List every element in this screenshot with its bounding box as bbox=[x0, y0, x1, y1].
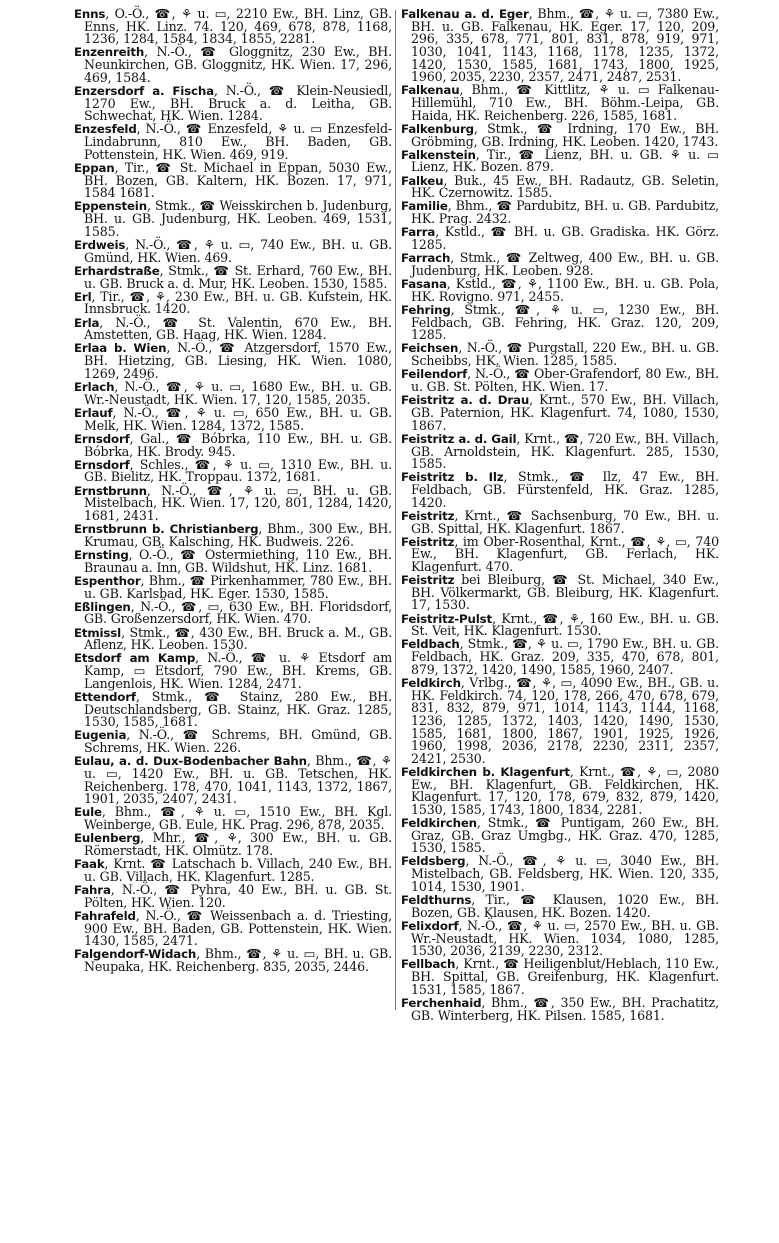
entry-details: , Krnt., ☎, 720 Ew., BH. Villach, GB. Arnoldstein, HK. Klagenfurt. 285, 1530, 1585. bbox=[411, 430, 719, 472]
entry-details: bei Bleiburg, ☎ St. Michael, 340 Ew., BH. Völkermarkt, GB. Bleiburg, HK. Klagenfurt. 17, 1530. bbox=[411, 572, 719, 613]
directory-entry bbox=[401, 8, 719, 84]
entry-place-name: Ferchenhaid bbox=[401, 995, 482, 1010]
entry-details: , Stmk., ☎, ⚘ u. ▭, 1230 Ew., BH. Feldbach, GB. Fehring, HK. Graz. 120, 209, 1285. bbox=[411, 301, 719, 343]
entry-place-name: Feldbach bbox=[401, 637, 460, 652]
entry-place-name: Enzenreith bbox=[74, 45, 145, 60]
directory-entry bbox=[74, 755, 392, 806]
entry-place-name: Falkeu bbox=[401, 173, 444, 188]
entry-details: , N.-Ö., ☎ Pyhra, 40 Ew., BH. u. GB. St. Pölten, HK. Wien. 120. bbox=[84, 882, 392, 910]
entry-place-name: Falkenburg bbox=[401, 121, 474, 136]
entry-place-name: Falkenau a. d. Eger bbox=[401, 7, 529, 21]
entry-details: , N.-Ö., ☎ St. Valentin, 670 Ew., BH. Amstetten, GB. Haag, HK. Wien. 1284. bbox=[84, 314, 392, 343]
entry-details: , Gal., ☎ Bóbrka, 110 Ew., BH. u. GB. Bóbrka, HK. Brody. 945. bbox=[84, 430, 392, 459]
entry-details: , Krnt., ☎, ⚘, ▭, 2080 Ew., BH. Klagenfurt, GB. Feldkirchen, HK. Klagenfurt. 17, 120, 178, 679, 832, 879, 1420, 1530, 1585, 1743, 1800, 1834, 2281. bbox=[411, 763, 719, 817]
entry-details: , N.-Ö., ☎ u. ⚘ Etsdorf am Kamp, ▭ Etsdorf, 790 Ew., BH. Krems, GB. Langenlois, HK. Wien. 1284, 2471. bbox=[84, 650, 392, 691]
entry-details: , Bhm., ☎, ⚘ u. ▭, 1420 Ew., BH. u. GB. Tetschen, HK. Reichenberg. 178, 470, 1041, 1143, 1372, 1867, 1901, 2035, 2407, 2431. bbox=[84, 753, 392, 807]
entry-details: , Buk., 45 Ew., BH. Radautz, GB. Seletin, HK. Czernowitz. 1585. bbox=[411, 172, 719, 201]
entry-details: , Bhm., 300 Ew., BH. Krumau, GB. Kalsching, HK. Budweis. 226. bbox=[84, 521, 393, 549]
directory-entry bbox=[74, 342, 392, 380]
entry-details: , Tir., ☎ St. Michael in Eppan, 5030 Ew., BH. Bozen, GB. Kaltern, HK. Bozen. 17, 971, 1584 1681. bbox=[84, 159, 392, 201]
directory-entry bbox=[401, 958, 719, 996]
entry-place-name: Eugenia bbox=[74, 728, 127, 743]
entry-place-name: Fehring bbox=[401, 302, 451, 317]
entry-details: , Tir., ☎ Lienz, BH. u. GB. ⚘ u. ▭ Lienz, HK. Bozen. 879. bbox=[411, 146, 719, 175]
entry-details: , Tir., ☎, ⚘, 230 Ew., BH. u. GB. Kufstein, HK. Innsbruck. 1420. bbox=[84, 288, 392, 317]
directory-entry bbox=[74, 378, 392, 407]
entry-place-name: Ernsdorf bbox=[74, 431, 130, 446]
entry-details: , N.-Ö., ☎ Ober-Grafendorf, 80 Ew., BH. u. GB. St. Pölten, HK. Wien. 17. bbox=[411, 366, 719, 395]
entry-place-name: Ernstbrunn bbox=[74, 483, 147, 498]
entry-details: , N.-Ö., ☎ Gloggnitz, 230 Ew., BH. Neunkirchen, GB. Gloggnitz, HK. Wien. 17, 296, 469, 1584. bbox=[84, 44, 392, 85]
entry-details: , Stmk., ☎ St. Erhard, 760 Ew., BH. u. GB. Bruck a. d. Mur, HK. Leoben. 1530, 1585. bbox=[84, 262, 392, 291]
directory-entry bbox=[401, 855, 719, 893]
right-column bbox=[401, 8, 719, 1023]
entry-details: , Stmk., ☎ Stainz, 280 Ew., BH. Deutschlandsberg, GB. Stainz, HK. Graz. 1285, 1530, 1585, 1681. bbox=[84, 688, 392, 730]
entry-place-name: Felixdorf bbox=[401, 918, 459, 933]
directory-entry bbox=[401, 533, 719, 574]
entry-details: , Stmk., ☎, 430 Ew., BH. Bruck a. M., GB. Aflenz, HK. Leoben. 1530. bbox=[84, 624, 392, 653]
entry-place-name: Enzersdorf a. Fischa bbox=[74, 83, 214, 98]
directory-entry bbox=[401, 674, 719, 766]
entry-details: , Bhm., ☎, ⚘ u. ▭, 7380 Ew., BH. u. GB. Falkenau, HK. Eger. 17, 120, 209, 296, 335, 678, 771, 801, 831, 878, 919, 971, 1030, 1041, 1143, 1168, 1178, 1235, 1372, 1420, 1530, 1585, 1681, 1743, 1800, 1925, 1960, 2035, 2230, 2357, 2471, 2487, 2531. bbox=[411, 6, 719, 85]
directory-entry bbox=[401, 638, 719, 676]
entry-place-name: Eulau, a. d. Dux-Bodenbacher Bahn bbox=[74, 754, 307, 769]
entry-place-name: Etmissl bbox=[74, 625, 122, 640]
entry-details: , N.-Ö., ☎, ⚘ u. ▭, 1680 Ew., BH. u. GB. Wr.-Neustadt, HK. Wien. 17, 120, 1585, 2035. bbox=[84, 378, 392, 407]
directory-entry bbox=[74, 729, 392, 754]
entry-details: , N.-Ö., ☎, ⚘ u. ▭, 740 Ew., BH. u. GB. Gmünd, HK. Wien. 469. bbox=[84, 236, 392, 265]
entry-place-name: Ernstbrunn b. Christianberg bbox=[74, 522, 259, 536]
entry-details: , Kstld., ☎, ⚘, 1100 Ew., BH. u. GB. Pola, HK. Rovigno. 971, 2455. bbox=[411, 276, 719, 304]
directory-entry bbox=[74, 123, 392, 161]
entry-details: , Vrlbg., ☎, ⚘, ▭, 4090 Ew., BH., GB. u. HK. Feldkirch. 74, 120, 178, 266, 470, 678, 679, 831, 832, 879, 971, 1014, 1143, 1144, 1168, 1236, 1285, 1372, 1403, 1420, 1490, 1530, 1585, 1681, 1800, 1867, 1901, 1925, 1926, 1960, 1998, 2036, 2178, 2230, 2311, 2357, 2421, 2530. bbox=[411, 674, 719, 766]
entry-place-name: Erhardstraße bbox=[74, 263, 160, 278]
directory-entry bbox=[74, 546, 392, 575]
entry-details: , Mhr., ☎, ⚘, 300 Ew., BH. u. GB. Römerstadt, HK. Olmütz. 178. bbox=[84, 830, 392, 859]
directory-entry bbox=[74, 832, 392, 857]
entry-place-name: Feichsen bbox=[401, 341, 459, 356]
directory-entry bbox=[401, 574, 719, 612]
directory-entry bbox=[74, 948, 392, 973]
directory-entry bbox=[401, 917, 719, 959]
entry-place-name: Espenthor bbox=[74, 573, 141, 588]
entry-details: , Stmk., ☎ Zeltweg, 400 Ew., BH. u. GB. Judenburg, HK. Leoben. 928. bbox=[411, 250, 719, 278]
entry-place-name: Erlaa b. Wien bbox=[74, 341, 167, 356]
entry-place-name: Farrach bbox=[401, 251, 451, 266]
entry-details: , Stmk., ☎, ⚘ u. ▭, 1790 Ew., BH. u. GB. Feldbach, HK. Graz. 209, 335, 470, 678, 801, 879, 1372, 1420, 1490, 1585, 1960, 2407. bbox=[411, 636, 719, 677]
entry-place-name: Erdweis bbox=[74, 237, 126, 252]
directory-entry bbox=[74, 907, 392, 949]
directory-entry bbox=[74, 200, 392, 238]
entry-details: , Krnt., 570 Ew., BH. Villach, GB. Paternion, HK. Klagenfurt. 74, 1080, 1530, 1867. bbox=[411, 392, 719, 433]
entry-details: , Bhm., ☎ Pardubitz, BH. u. GB. Pardubitz, HK. Prag. 2432. bbox=[411, 198, 719, 227]
entry-details: , N.-Ö., ☎ Purgstall, 220 Ew., BH. u. GB. Scheibbs, HK. Wien. 1285, 1585. bbox=[411, 340, 719, 369]
entry-details: , Bhm., ☎, ⚘ u. ▭, BH. u. GB. Neupaka, HK. Reichenberg. 835, 2035, 2446. bbox=[84, 946, 392, 975]
entry-place-name: Enzesfeld bbox=[74, 122, 137, 137]
entry-place-name: Faak bbox=[74, 857, 105, 872]
entry-details: , N.-Ö., ☎ Klein-Neusiedl, 1270 Ew., BH. Bruck a. d. Leitha, GB. Schwechat, HK. Wien. 1284. bbox=[84, 82, 392, 124]
directory-entry bbox=[401, 507, 719, 536]
entry-details: , Krnt. ☎ Latschach b. Villach, 240 Ew., BH. u. GB. Villach, HK. Klagenfurt. 1285. bbox=[84, 856, 392, 884]
entry-place-name: Eßlingen bbox=[74, 599, 131, 614]
directory-entry bbox=[74, 884, 392, 909]
entry-details: , Krnt., ☎ Sachsenburg, 70 Ew., BH. u. GB. Spittal, HK. Klagenfurt. 1867. bbox=[411, 507, 719, 536]
directory-entry bbox=[401, 610, 719, 639]
entry-place-name: Feistritz a. d. Gail bbox=[401, 431, 517, 446]
directory-entry bbox=[401, 120, 719, 149]
entry-details: , Stmk., ☎ Irdning, 170 Ew., BH. Gröbming, GB. Irdning, HK. Leoben. 1420, 1743. bbox=[411, 120, 719, 149]
directory-entry bbox=[74, 572, 392, 601]
entry-details: , Bhm., ☎, ⚘ u. ▭, 1510 Ew., BH. Kgl. Weinberge, GB. Eule, HK. Prag. 296, 878, 2035. bbox=[84, 804, 392, 833]
entry-place-name: Fahra bbox=[74, 883, 111, 898]
entry-place-name: Eppan bbox=[74, 160, 115, 175]
entry-details: , N.-Ö., ☎, ▭, 630 Ew., BH. Floridsdorf, GB. Großenzersdorf, HK. Wien. 470. bbox=[84, 598, 392, 627]
entry-place-name: Falkenau bbox=[401, 83, 460, 98]
directory-entry bbox=[401, 342, 719, 367]
entry-place-name: Feistritz bbox=[401, 508, 455, 523]
directory-entry bbox=[401, 200, 719, 225]
directory-entry bbox=[74, 404, 392, 433]
directory-entry bbox=[401, 814, 719, 856]
directory-entry bbox=[401, 226, 719, 251]
entry-details: , Krnt., ☎ Heiligenblut/Heblach, 110 Ew., BH. Spittal, GB. Greifenburg, HK. Klagenfurt. 1531, 1585, 1867. bbox=[411, 956, 719, 997]
directory-entry bbox=[401, 763, 719, 817]
entry-place-name: Falgendorf-Widach bbox=[74, 947, 197, 962]
entry-place-name: Familie bbox=[401, 199, 448, 214]
entry-details: , N.-Ö., ☎, ⚘ u. ▭, BH. u. GB. Mistelbach, HK. Wien. 17, 120, 801, 1284, 1420, 1681, 2431. bbox=[84, 482, 392, 523]
entry-place-name: Falkenstein bbox=[401, 147, 476, 162]
directory-entry bbox=[74, 82, 392, 124]
directory-entry bbox=[74, 688, 392, 730]
entry-place-name: Ernsting bbox=[74, 547, 129, 562]
entry-place-name: Feistritz a. d. Drau bbox=[401, 393, 530, 408]
directory-entry bbox=[74, 652, 392, 690]
directory-entry bbox=[401, 146, 719, 175]
entry-place-name: Fellbach bbox=[401, 957, 456, 972]
directory-entry bbox=[401, 301, 719, 343]
entry-place-name: Farra bbox=[401, 225, 436, 240]
entry-place-name: Eulenberg bbox=[74, 831, 141, 846]
entry-details: , Bhm., ☎ Kittlitz, ⚘ u. ▭ Falkenau-Hillemühl, 710 Ew., BH. Böhm.-Leipa, GB. Haida, HK. Reichenberg. 226, 1585, 1681. bbox=[411, 82, 719, 123]
entry-place-name: Feistritz-Pulst bbox=[401, 611, 493, 626]
entry-place-name: Ettendorf bbox=[74, 689, 136, 704]
entry-details: , Schles., ☎, ⚘ u. ▭, 1310 Ew., BH. u. GB. Bielitz, HK. Troppau. 1372, 1681. bbox=[84, 456, 392, 485]
entry-details: , O.-Ö., ☎, ⚘ u. ▭, 2210 Ew., BH. Linz, GB. Enns, HK. Linz. 74. 120, 469, 678, 878, 1168, 1236, 1284, 1584, 1834, 1855, 2281. bbox=[84, 6, 392, 47]
entry-place-name: Eule bbox=[74, 805, 102, 820]
entry-place-name: Erl bbox=[74, 289, 92, 304]
entry-place-name: Feldkirch bbox=[401, 675, 461, 690]
entry-details: , Kstld., ☎ BH. u. GB. Gradiska. HK. Görz. 1285. bbox=[411, 224, 719, 253]
entry-details: , Bhm., ☎ Pirkenhammer, 780 Ew., BH. u. GB. Karlsbad, HK. Eger. 1530, 1585. bbox=[84, 572, 392, 601]
directory-entry bbox=[74, 288, 392, 317]
entry-details: , im Ober-Rosenthal, Krnt., ☎, ⚘, ▭, 740 Ew., BH. Klagenfurt, GB. Ferlach, HK. Klagenfurt. 470. bbox=[411, 533, 719, 574]
directory-entry bbox=[401, 368, 719, 393]
entry-details: , Stmk., ☎ Weisskirchen b. Judenburg, BH. u. GB. Judenburg, HK. Leoben. 469, 1531, 1585. bbox=[84, 198, 392, 239]
entry-place-name: Etsdorf am Kamp bbox=[74, 651, 196, 666]
entry-place-name: Eppenstein bbox=[74, 199, 147, 214]
left-column bbox=[74, 8, 392, 974]
entry-details: , Stmk., ☎ Puntigam, 260 Ew., BH. Graz, GB. Graz Umgbg., HK. Graz. 470, 1285, 1530, 1585. bbox=[411, 814, 719, 856]
entry-details: , Tir., ☎ Klausen, 1020 Ew., BH. Bozen, GB. Klausen, HK. Bozen. 1420. bbox=[411, 891, 719, 920]
entry-place-name: Feistritz b. Ilz bbox=[401, 470, 504, 485]
entry-place-name: Erla bbox=[74, 315, 100, 330]
directory-entry bbox=[401, 994, 719, 1023]
entry-details: , N.-Ö., ☎ Enzesfeld, ⚘ u. ▭ Enzesfeld-Lindabrunn, 810 Ew., BH. Baden, GB. Pottenstein, HK. Wien. 469, 919. bbox=[84, 121, 392, 162]
entry-details: , Bhm., ☎, 350 Ew., BH. Prachatitz, GB. Winterberg, HK. Pilsen. 1585, 1681. bbox=[411, 994, 719, 1023]
directory-entry bbox=[74, 159, 392, 201]
entry-place-name: Feistritz bbox=[401, 573, 455, 588]
entry-place-name: Feldkirchen bbox=[401, 815, 477, 830]
entry-place-name: Fasana bbox=[401, 277, 447, 292]
column-divider bbox=[395, 10, 396, 1010]
entry-details: , Krnt., ☎, ⚘, 160 Ew., BH. u. GB. St. Veit, HK. Klagenfurt. 1530. bbox=[411, 610, 719, 639]
entry-place-name: Feldsberg bbox=[401, 854, 466, 869]
directory-entry bbox=[74, 806, 392, 831]
entry-place-name: Erlach bbox=[74, 379, 115, 394]
entry-details: , Stmk., ☎ Ilz, 47 Ew., BH. Feldbach, GB. Fürstenfeld, HK. Graz. 1285, 1420. bbox=[411, 469, 719, 510]
entry-place-name: Feldkirchen b. Klagenfurt bbox=[401, 764, 570, 779]
entry-details: , O.-Ö., ☎ Ostermiething, 110 Ew., BH. Braunau a. Inn, GB. Wildshut, HK. Linz. 1681. bbox=[84, 546, 392, 575]
directory-entry bbox=[401, 172, 719, 201]
entry-place-name: Erlauf bbox=[74, 405, 113, 420]
directory-entry bbox=[401, 252, 719, 277]
directory-entry bbox=[74, 482, 392, 523]
entry-place-name: Ernsdorf bbox=[74, 457, 130, 472]
directory-entry bbox=[74, 624, 392, 653]
directory-entry bbox=[401, 84, 719, 122]
entry-place-name: Feilendorf bbox=[401, 367, 468, 382]
entry-details: , N.-Ö., ☎, ⚘ u. ▭, 650 Ew., BH. u. GB. Melk, HK. Wien. 1284, 1372, 1585. bbox=[84, 404, 392, 433]
directory-entry bbox=[401, 394, 719, 432]
entry-details: , N.-Ö., ☎ Weissenbach a. d. Triesting, 900 Ew., BH. Baden, GB. Pottenstein, HK. Wien. 1430, 1585, 2471. bbox=[84, 907, 392, 949]
directory-entry bbox=[74, 262, 392, 291]
entry-details: , N.-Ö., ☎ Atzgersdorf, 1570 Ew., BH. Hietzing, GB. Liesing, HK. Wien. 1080, 1269, 2496. bbox=[84, 340, 392, 381]
entry-details: , N.-Ö., ☎, ⚘ u. ▭, 3040 Ew., BH. Mistelbach, GB. Feldsberg, HK. Wien. 120, 335, 1014, 1530, 1901. bbox=[411, 853, 719, 894]
directory-entry bbox=[401, 278, 719, 303]
directory-entry bbox=[74, 46, 392, 84]
entry-place-name: Enns bbox=[74, 7, 106, 21]
directory-entry bbox=[74, 598, 392, 627]
entry-place-name: Feldthurns bbox=[401, 892, 472, 907]
entry-details: , N.-Ö., ☎, ⚘ u. ▭, 2570 Ew., BH. u. GB. Wr.-Neustadt, HK. Wien. 1034, 1080, 1285, 1530, 2036, 2139, 2230, 2312. bbox=[411, 917, 719, 959]
entry-place-name: Feistritz bbox=[401, 534, 455, 549]
entry-place-name: Fahrafeld bbox=[74, 908, 136, 923]
directory-entry bbox=[401, 891, 719, 920]
directory-entry bbox=[74, 523, 392, 548]
directory-entry bbox=[74, 314, 392, 343]
directory-entry bbox=[74, 430, 392, 459]
directory-entry bbox=[401, 471, 719, 509]
directory-entry bbox=[401, 430, 719, 472]
directory-entry bbox=[74, 858, 392, 883]
directory-entry bbox=[74, 236, 392, 265]
directory-entry bbox=[74, 8, 392, 46]
directory-entry bbox=[74, 456, 392, 485]
entry-details: , N.-Ö., ☎ Schrems, BH. Gmünd, GB. Schrems, HK. Wien. 226. bbox=[84, 727, 392, 756]
